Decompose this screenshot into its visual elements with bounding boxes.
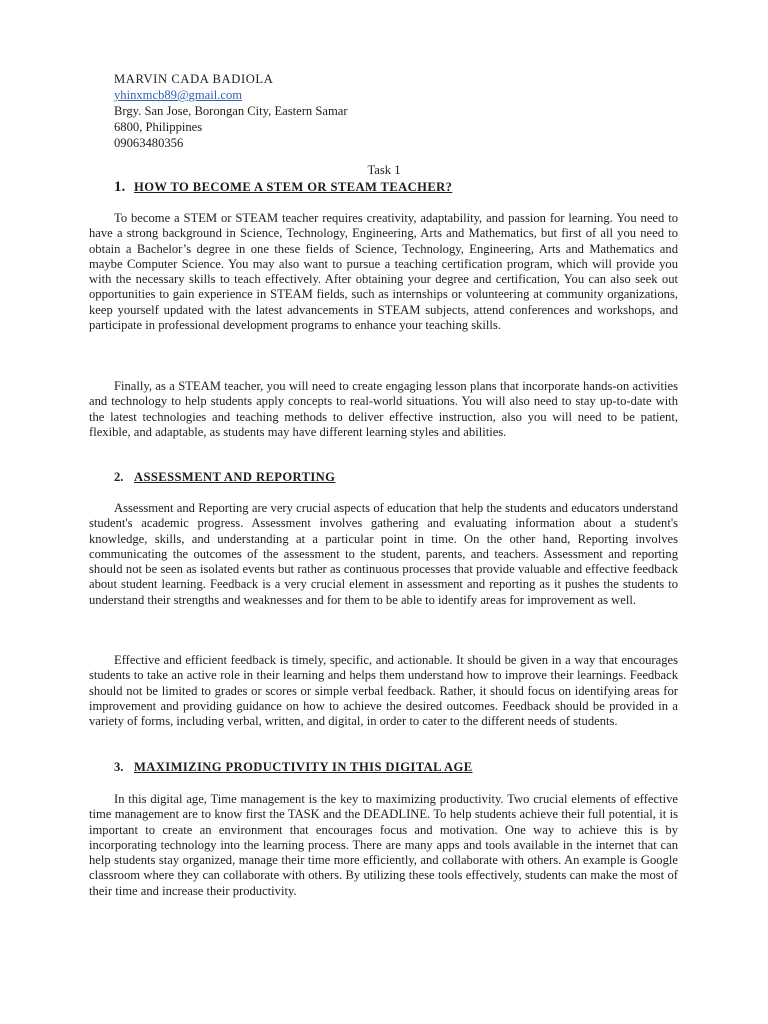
section-1-paragraph-1: To become a STEM or STEAM teacher requires creativity, adaptability, and passion for learning. You need to have a strong background in Science, Technology, Engineering, Arts and Mathematics, but first of all you need to obtain a Bachelor’s degree in one these fields of Science, Technology, Engineering, Arts and Mathematics and maybe Computer Science. You may also want to pursue a teaching certification program, which will provide you with the necessary skills to teach effectively. After obtaining your degree and certification, You can also seek out opportunities to gain experience in STEAM fields, such as internships or volunteering at community organizations, keep yourself updated with the latest advancements in STEAM subjects, attend conferences and workshops, and participate in professional development programs to enhance your teaching skills. [89, 211, 678, 333]
section-heading-1 [114, 179, 452, 195]
section-heading-2 [114, 469, 335, 485]
section-title-1: HOW TO BECOME A STEM OR STEAM TEACHER? [134, 180, 453, 194]
author-phone: 09063480356 [114, 136, 184, 150]
task-label: Task 1 [367, 163, 401, 177]
author-header [114, 71, 348, 151]
section-2-paragraph-1: Assessment and Reporting are very crucial aspects of education that help the students and educators understand student's academic progress. Assessment involves gathering and evaluating information about a student's knowledge, skills, and understanding at a particular point in time. On the other hand, Reporting involves communicating the outcomes of the assessment to the student, parents, and teachers. Assessment and reporting should not be seen as isolated events but rather as continuous processes that provide valuable and effective feedback about student learning. Feedback is a very crucial element in assessment and reporting as it pushes the students to understand their strengths and weaknesses and for them to be able to identify areas for improvement as well. [89, 501, 678, 607]
author-name: MARVIN CADA BADIOLA [114, 72, 274, 86]
section-number-3: 3. [114, 760, 124, 774]
section-title-3: MAXIMIZING PRODUCTIVITY IN THIS DIGITAL AGE [134, 760, 473, 774]
section-title-2: ASSESSMENT AND REPORTING [134, 470, 336, 484]
section-number-1: 1. [114, 179, 126, 195]
section-2-paragraph-2: Effective and efficient feedback is timely, specific, and actionable. It should be given in a way that encourages students to take an active role in their learning and helps them understand how to improve their learnings. Feedback should not be limited to grades or scores or simple verbal feedback. Rather, it should focus on identifying areas for improvement and providing guidance on how to achieve the desired outcomes. Feedback should be provided in a variety of forms, including verbal, written, and digital, in order to cater to the different needs of students. [89, 653, 678, 729]
author-address-line-1: Brgy. San Jose, Borongan City, Eastern Samar [114, 104, 348, 118]
author-address-line-2: 6800, Philippines [114, 120, 203, 134]
section-heading-3 [114, 759, 473, 775]
author-email-link[interactable]: yhinxmcb89@gmail.com [114, 88, 243, 102]
section-1-paragraph-2: Finally, as a STEAM teacher, you will need to create engaging lesson plans that incorporate hands-on activities and technology to help students apply concepts to real-world situations. You will also need to stay up-to-date with the latest technologies and teaching methods to deliver effective instruction, also you will need to be patient, flexible, and adaptable, as students may have different learning styles and abilities. [89, 379, 678, 439]
section-number-2: 2. [114, 470, 124, 484]
section-3-paragraph-1: In this digital age, Time management is the key to maximizing productivity. Two crucial elements of effective time management are to know first the TASK and the DEADLINE. To help students achieve their full potential, it is important to create an environment that encourages focus and motivation. One way to achieve this is by incorporating technology into the learning process. There are many apps and tools available in the internet that can help students stay organized, manage their time more efficiently, and collaborate with others. An example is Google classroom where they can collaborate with others. By utilizing these tools effectively, students can make the most of their time and increase their productivity. [89, 792, 678, 898]
